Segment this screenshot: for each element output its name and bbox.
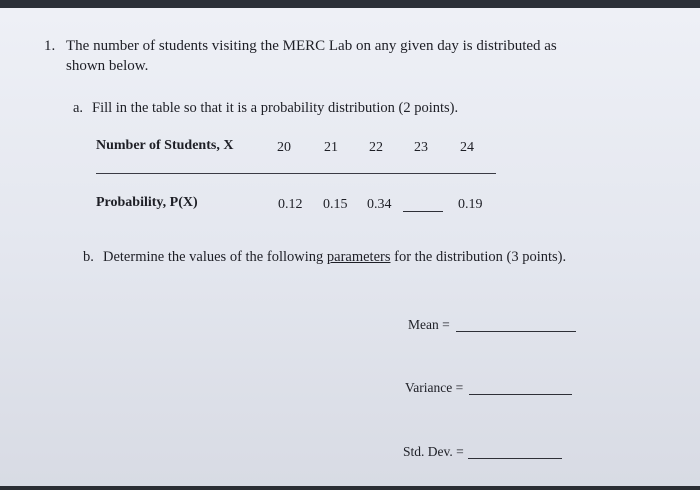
std-dev-label: Std. Dev. =	[403, 444, 464, 459]
mean-label: Mean =	[408, 317, 450, 332]
x-value-20: 20	[277, 140, 291, 155]
probability-23-blank[interactable]	[403, 211, 443, 212]
probability-value-22: 0.34	[367, 197, 392, 212]
part-a-label: a.	[73, 100, 84, 116]
probability-row-header: Probability, P(X)	[96, 195, 198, 210]
mean-answer-blank[interactable]	[456, 331, 576, 332]
question-number: 1.	[44, 38, 56, 54]
variance-answer-blank[interactable]	[469, 394, 572, 395]
x-value-21: 21	[324, 140, 338, 155]
variance-label: Variance =	[405, 380, 464, 395]
x-value-22: 22	[369, 140, 383, 155]
parameters-underlined: parameters	[326, 249, 391, 265]
worksheet-page	[0, 8, 700, 486]
probability-value-20: 0.12	[278, 197, 303, 212]
probability-value-24: 0.19	[458, 197, 483, 212]
question-text-line-2: shown below.	[66, 58, 149, 74]
part-a-instructions: Fill in the table so that it is a probability distribution (2 points).	[92, 100, 459, 116]
std-dev-answer-blank[interactable]	[468, 458, 562, 459]
x-row-header: Number of Students, X	[96, 138, 234, 153]
part-b-label: b.	[83, 249, 94, 265]
background-top	[0, 0, 700, 8]
table-divider	[96, 173, 496, 174]
background-bottom	[0, 486, 700, 490]
probability-value-21: 0.15	[323, 197, 348, 212]
x-value-24: 24	[460, 140, 474, 155]
question-text-line-1: The number of students visiting the MERC Lab on any given day is distributed as	[66, 38, 557, 54]
part-b-instructions: Determine the values of the following parameters for the distribution (3 points).	[103, 249, 567, 265]
x-value-23: 23	[414, 140, 428, 155]
